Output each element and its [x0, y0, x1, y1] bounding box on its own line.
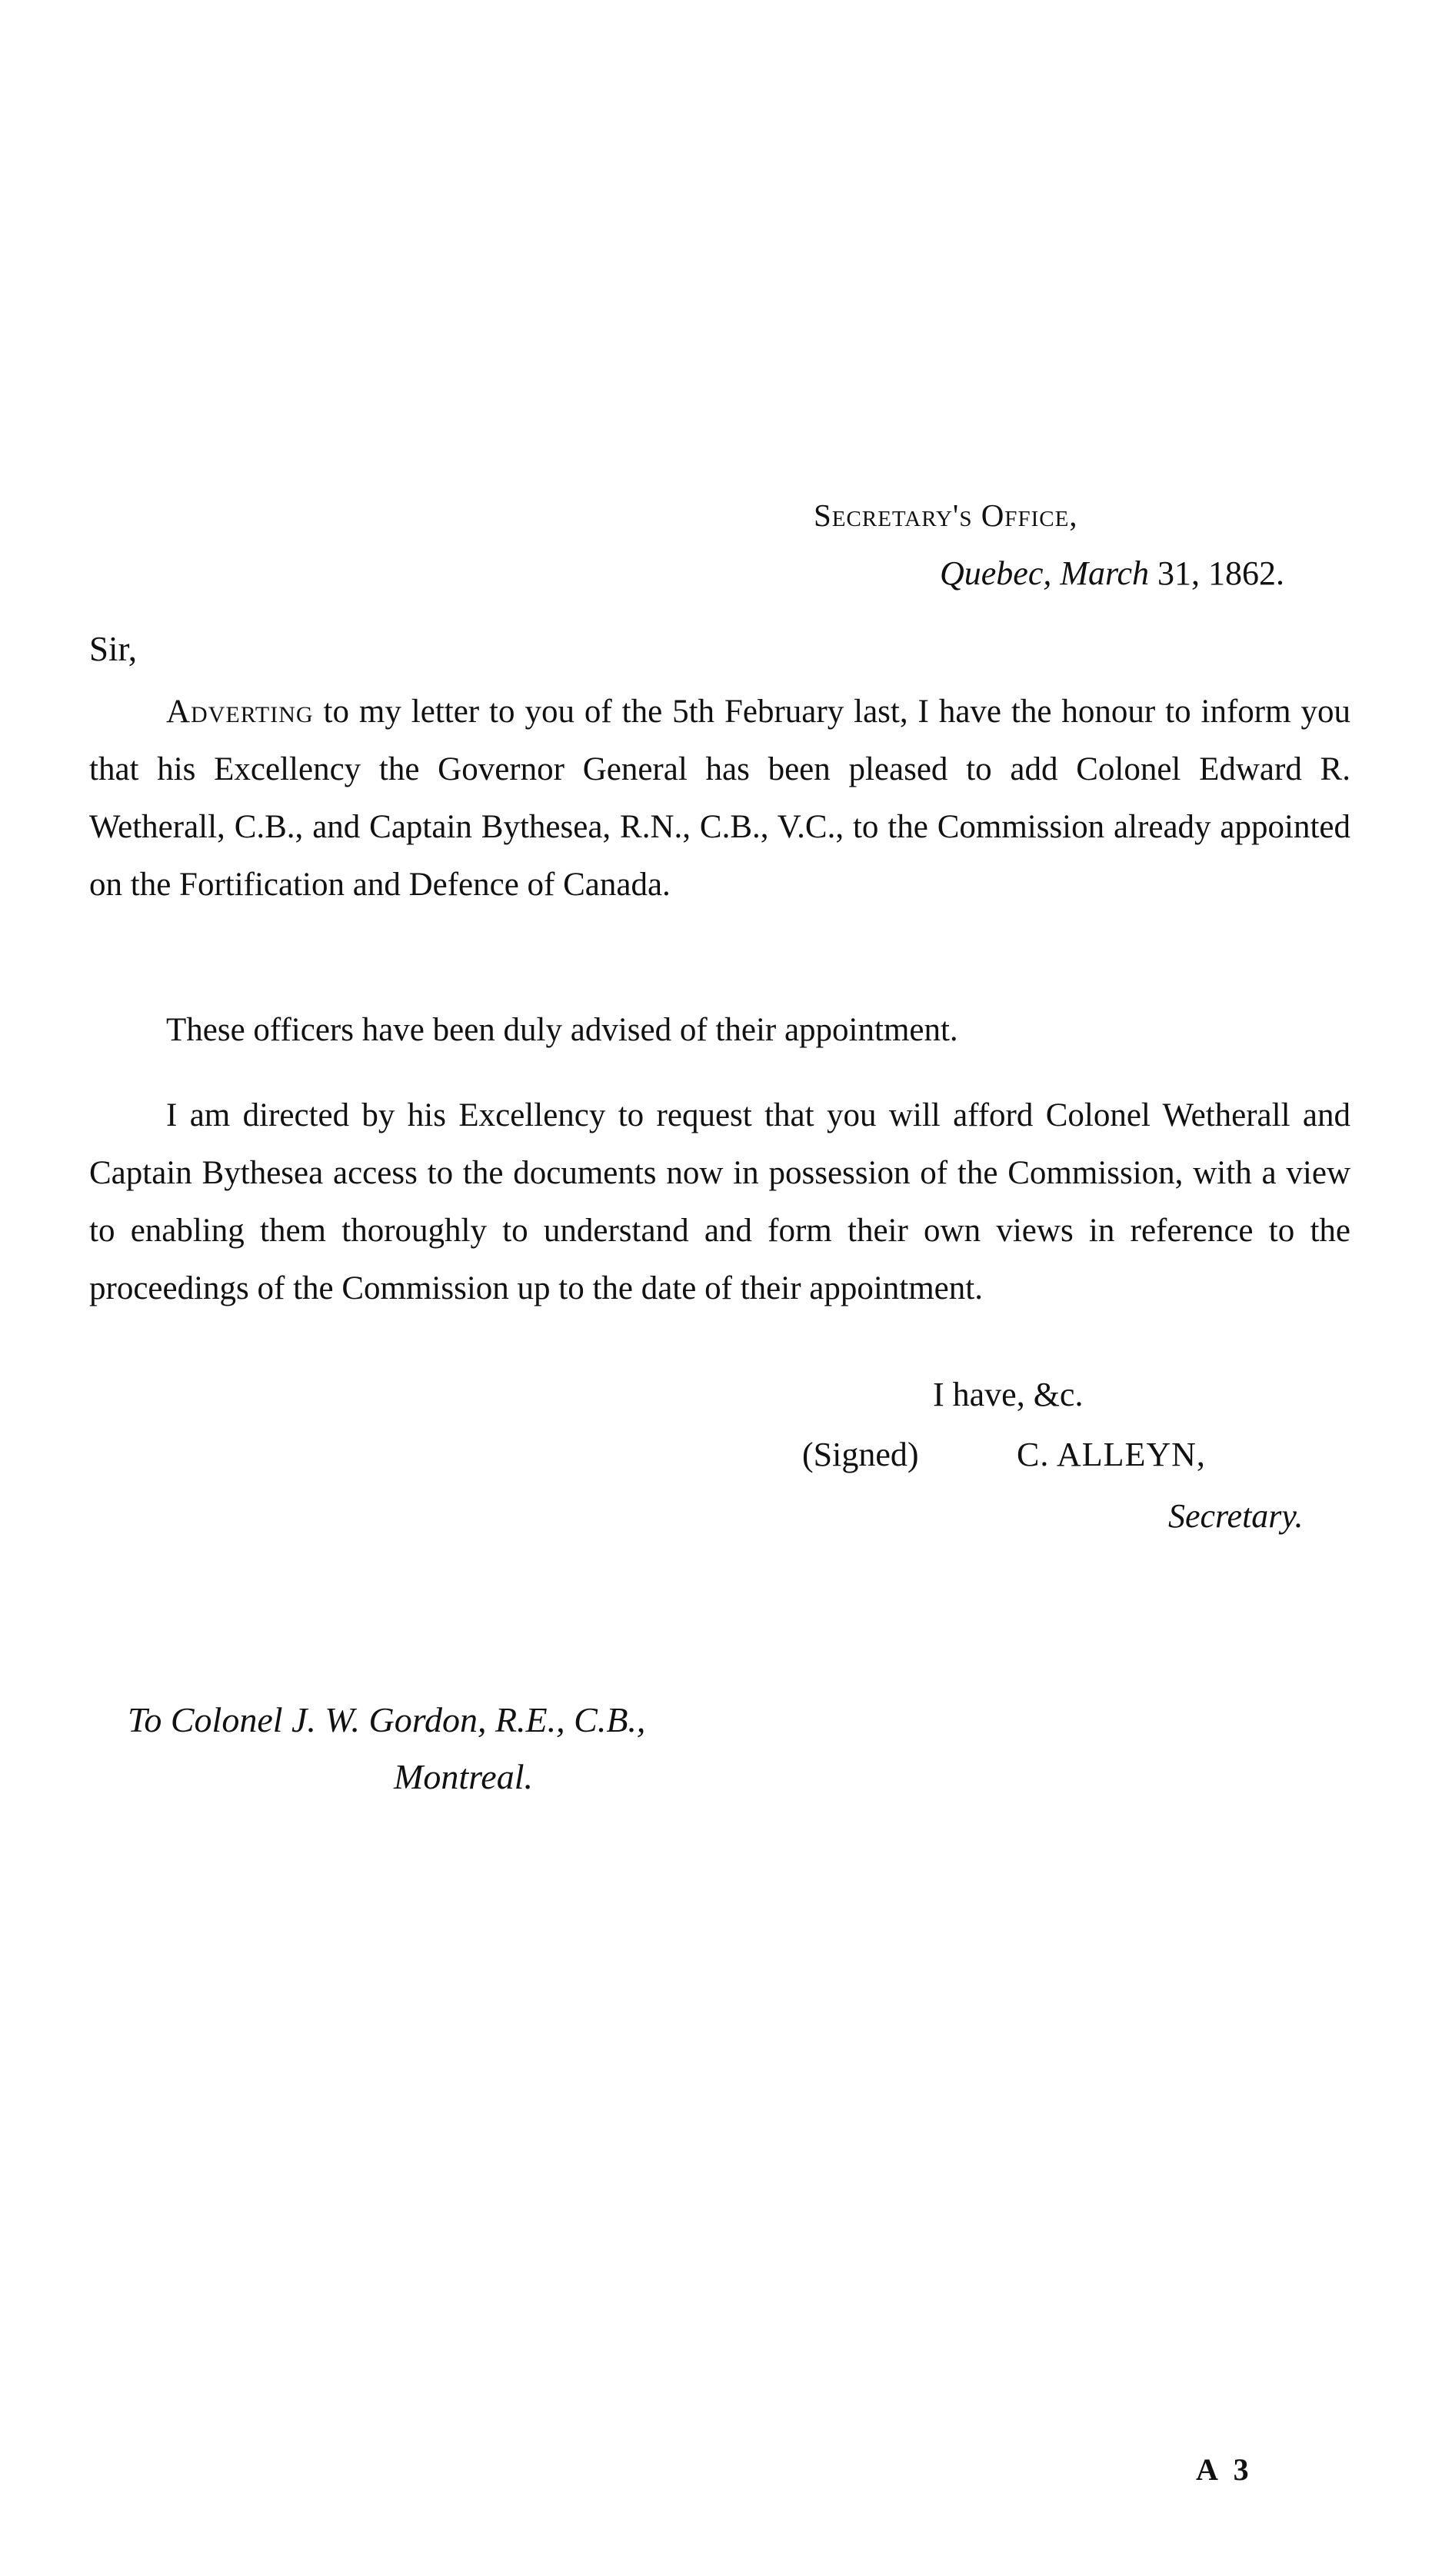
- paragraph-1-text: to my letter to you of the 5th February last, I have the honour to inform you that his Excellency the Governor General has been pleased to add Colonel Edward R. Wetherall, C.B., and Captain Bythesea, R.N., C.B., V.C., to the Commission already appointed on the Fortification and Defence of Canada.: [89, 694, 1351, 903]
- dateline-month: March: [1060, 554, 1150, 592]
- signed-label: (Signed): [802, 1436, 919, 1473]
- signer-name: C. ALLEYN,: [1017, 1436, 1206, 1473]
- paragraph-3: I am directed by his Excellency to request that you will afford Colonel Wetherall and Captain Bythesea access to the documents now in possession of the Commission, with a view to enabling them thoroughly to understand and form their own views in reference to the proceedings of the Commission up to the date of their appointment.: [89, 1097, 1350, 1306]
- addressee-place: Montreal.: [394, 1757, 533, 1796]
- paragraph-1-lead-word: Adverting: [166, 694, 314, 730]
- salutation: Sir,: [89, 630, 137, 668]
- paragraph-1: [89, 683, 1350, 914]
- printer-signature-mark: A 3: [1196, 2452, 1254, 2487]
- dateline-day-year: 31, 1862.: [1157, 554, 1285, 592]
- addressee: To Colonel J. W. Gordon, R.E., C.B.,: [128, 1700, 646, 1739]
- paragraph-2: These officers have been duly advised of their appointment.: [166, 1012, 958, 1048]
- dateline: [940, 554, 1284, 593]
- closing-line: I have, &c.: [933, 1376, 1084, 1413]
- dateline-place: Quebec,: [940, 554, 1052, 592]
- signer-title: Secretary.: [1168, 1497, 1304, 1535]
- office-heading: Secretary's Office,: [814, 498, 1078, 533]
